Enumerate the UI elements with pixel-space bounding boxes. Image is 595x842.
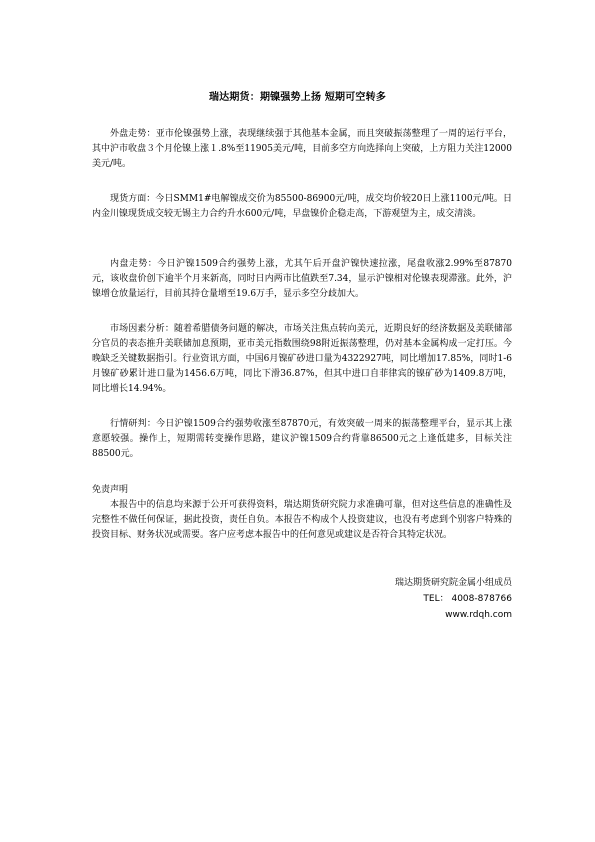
signature-block bbox=[395, 575, 512, 623]
disclaimer-body: 本报告中的信息均来源于公开可获得资料，瑞达期货研究院力求准确可靠，但对这些信息的准确性及完整性不做任何保证，据此投资，责任自负。本报告不构成个人投资建议，也没有考虑到个别客户特殊的投资目标、财务状况或需要。客户应考虑本报告中的任何意见或建议是否符合其特定状况。 bbox=[92, 500, 512, 540]
paragraph-outlook: 行情研判：今日沪镍1509合约强势收涨至87870元，有效突破一周来的振荡整理平台，显示其上涨意愿较强。操作上，短期需转变操作思路，建议沪镍1509合约背靠86500元之上逢低建多，目标关注88500元。 bbox=[92, 419, 512, 459]
disclaimer-heading: 免责声明 bbox=[92, 485, 129, 495]
page-title: 瑞达期货：期镍强势上扬 短期可空转多 bbox=[208, 92, 387, 103]
signature-website: www.rdqh.com bbox=[445, 610, 512, 620]
paragraph-spot-market: 现货方面：今日SMM1#电解镍成交价为85500-86900元/吨，成交均价较20日上涨1100元/吨。日内金川镍现货成交较无锡主力合约升水600元/吨，早盘镍价企稳走高，下游观望为主，成交清淡。 bbox=[92, 194, 512, 219]
paragraph-market-factors: 市场因素分析：随着希腊债务问题的解决，市场关注焦点转向美元，近期良好的经济数据及美联储部分官员的表态推升美联储加息预期，亚市美元指数围绕98附近振荡整理，仍对基本金属构成一定打压。今晚缺乏关键数据指引。行业资讯方面，中国6月镍矿砂进口量为4322927吨，同比增加17.85%，同时1-6月镍矿砂累计进口量为1456.6万吨，同比下滑36.87%，但其中进口自菲律宾的镍矿砂为1409.8万吨，同比增长14.94%。 bbox=[92, 324, 512, 394]
signature-team: 瑞达期货研究院金属小组成员 bbox=[394, 578, 512, 588]
paragraph-external-trend: 外盘走势：亚市伦镍强势上涨，表现继续强于其他基本金属，而且突破振荡整理了一周的运行平台，其中沪市收盘３个月伦镍上涨１.8%至11905美元/吨，目前多空方向选择向上突破，上方阻力关注12000美元/吨。 bbox=[92, 129, 512, 169]
signature-tel: TEL： 4008-878766 bbox=[423, 594, 512, 604]
paragraph-domestic-trend: 内盘走势：今日沪镍1509合约强势上涨，尤其午后开盘沪镍快速拉涨，尾盘收涨2.99%至87870元，该收盘价创下逾半个月来新高，同时日内两市比值跌至7.34，显示沪镍相对伦镍表现滞涨。此外，沪镍增仓放量运行，目前其持仓量增至19.6万手，显示多空分歧加大。 bbox=[92, 259, 512, 299]
